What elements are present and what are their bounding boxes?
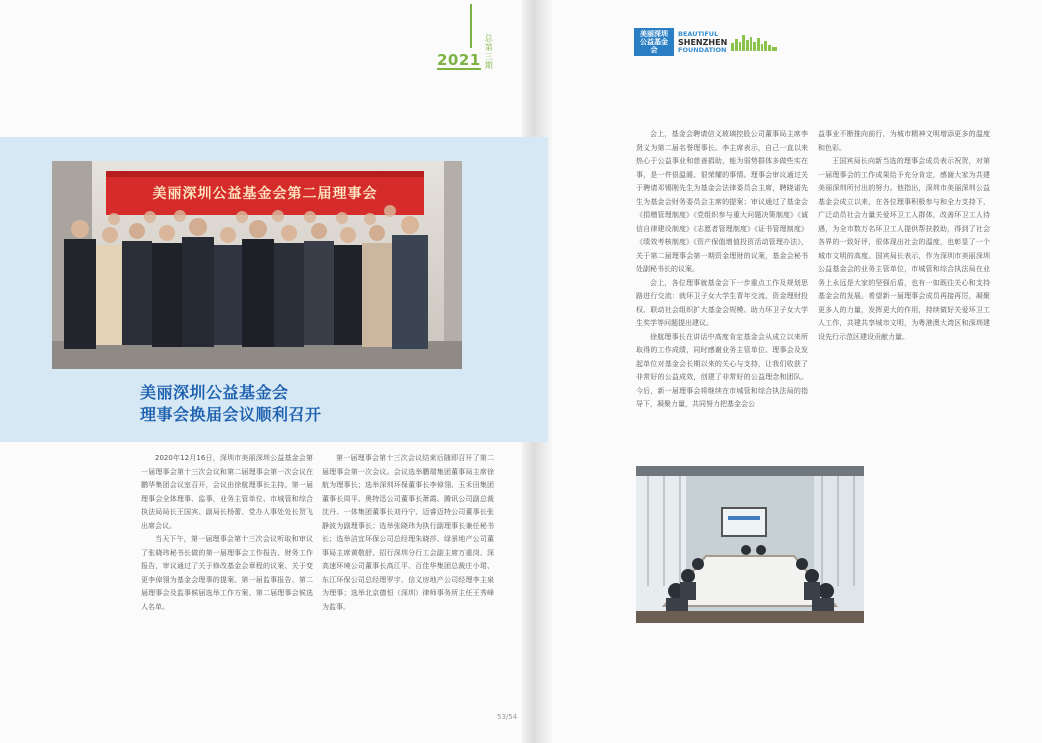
paragraph: 徐航理事长在讲话中高度肯定基金会从成立以来所取得的工作成绩，同时感谢业务主管单位、理事会及发起单位对基金会长期以来的关心与支持，让我们收获了非常好的公益成效，创建了非常好的公益理念和团队。今后，新一届理事会将继续在市城管和综合执法局的指导下，凝聚力量，共同努力把基金会公 <box>636 332 808 408</box>
logo-en-3: FOUNDATION <box>678 45 727 54</box>
logo-cn: 美丽深圳公益基金会 <box>634 28 674 56</box>
skyline-icon <box>731 33 777 51</box>
issue-year: 2021 <box>437 51 481 69</box>
logo-en-2: SHENZHEN <box>678 37 728 47</box>
group-photo <box>52 161 462 369</box>
paragraph: 益事业不断推向前行，为城市精神文明增添更多的温度和色彩。 <box>818 130 990 152</box>
page-numbers: 53/54 <box>497 713 518 721</box>
issue-number <box>485 34 497 70</box>
logo-en-1: BEAUTIFUL <box>678 29 719 38</box>
article-column-4 <box>818 128 990 344</box>
banner-text: 美丽深圳公益基金会第二届理事会 <box>152 186 378 202</box>
article-column-1 <box>141 452 313 614</box>
paragraph: 第一届理事会第十三次会议结束后随即召开了第二届理事会第一次会议。会议选举鹏瑞集团董事局主席徐航为理事长；选举深圳环保董事长李倬翎、玉禾田集团董事长周平、奥特迅公司董事长萧霞、腾讯公司副总裁沈丹、一体集团董事长刘丹宁、迈睿迈特公司董事长张静波为副理事长；选举张晓玮为执行副理事长兼任秘书长；选举洁宜环保公司总经理朱晓莎、绿景地产公司董事局主席黄敬舒、招行深圳分行工会副主席万重岗、深高速环境公司董事长高江平、百佳华集团总裁庄小珺、东江环保公司总经理罗宇、信义房地产公司经理李主泉为理事；选举北京德恒（深圳）律师事务所主任王秀峰为监事。 <box>322 454 494 611</box>
title-line-1: 美丽深圳公益基金会 <box>140 383 289 402</box>
article-column-2 <box>322 452 494 614</box>
paragraph: 2020年12月16日，深圳市美丽深圳公益基金会第一届理事会第十三次会议和第二届理事会第一次会议在鹏华集团会议室召开，会议由徐航理事长主持。第一届理事会全体理事、监事，业务主管单位、市城管和综合执法局局长王国宾、副局长杨蕾、党办人事处处长贺飞出席会议。 <box>141 454 313 530</box>
foundation-logo <box>634 28 777 56</box>
issue-divider <box>470 4 472 48</box>
issue-line-1: 总第 <box>484 34 493 52</box>
article-column-3 <box>636 128 808 412</box>
paragraph: 会上，各位理事就基金会下一步重点工作及规划思路进行交流：就环卫子女大学生青年交流、资金理财投权、联动社会组织扩大基金会规模、助力环卫子女大学生奖学等问题提出建议。 <box>636 278 808 327</box>
meeting-photo-image <box>636 466 864 623</box>
issue-line-2: 三期 <box>484 52 493 70</box>
paragraph: 会上，基金会聘请信义玻璃控股公司董事局主席李贤义为第二届名誉理事长。李主席表示，自己一直以来热心于公益事业和慈善捐助，能为弱势群体多做些实在事，是一件很温暖、很荣耀的事情。理事会审议通过关于聘请邓锡刚先生为基金会法律委员会主席，聘晓诺先生为基金会财务委员会主席的提案；审议通过了基金会《捐赠管理制度》《党组织参与重大问题决策制度》《诚信自律建设制度》《志愿者管理制度》《证书管理制度》《绩效考核制度》《资产保值增值投资活动管理办法》，关于第二届理事会第一期资金理财的议案，基金会秘书处副秘书长的议案。 <box>636 130 808 273</box>
issue-marker <box>437 34 497 70</box>
title-line-2: 理事会换届会议顺利召开 <box>140 405 322 424</box>
article-title <box>140 382 500 426</box>
logo-en <box>678 31 727 54</box>
meeting-photo <box>636 466 864 623</box>
paragraph: 当天下午，第一届理事会第十三次会议听取和审议了张晓玮秘书长做的第一届理事会工作报告、财务工作报告，审议通过了关于修改基金会章程的议案、关于变更李倬翎为基金会理事的提案、第一届监事报告、第二届理事会及监事候届选举工作方案、第二届理事会候选人名单。 <box>141 535 313 611</box>
paragraph: 王国宾局长向新当选的理事会成员表示祝贺，对第一届理事会的工作成果给予充分肯定，感谢大家为共建美丽深圳所付出的努力。他指出，深圳市美丽深圳公益基金会成立以来，在各位理事积极参与和全力支持下，广泛动员社会力量关爱环卫工人群体，改善环卫工人待遇，为全市数万名环卫工人提供帮扶救助，得到了社会各界的一致好评，很体现出社会的温度，也彰显了一个城市文明的高度。国宾局长表示，作为深圳市美丽深圳公益基金会的业务主管单位，市城管和综合执法局在业务上永远是大家的坚强后盾，也有一如既往关心和支持基金会的发展。希望新一届理事会成员再接再厉，凝聚更多人的力量，发挥更大的作用，持续做好关爱环卫工人工作，共建共享城市文明，为粤港澳大湾区和深圳建设先行示范区建设贡献力量。 <box>818 157 990 341</box>
